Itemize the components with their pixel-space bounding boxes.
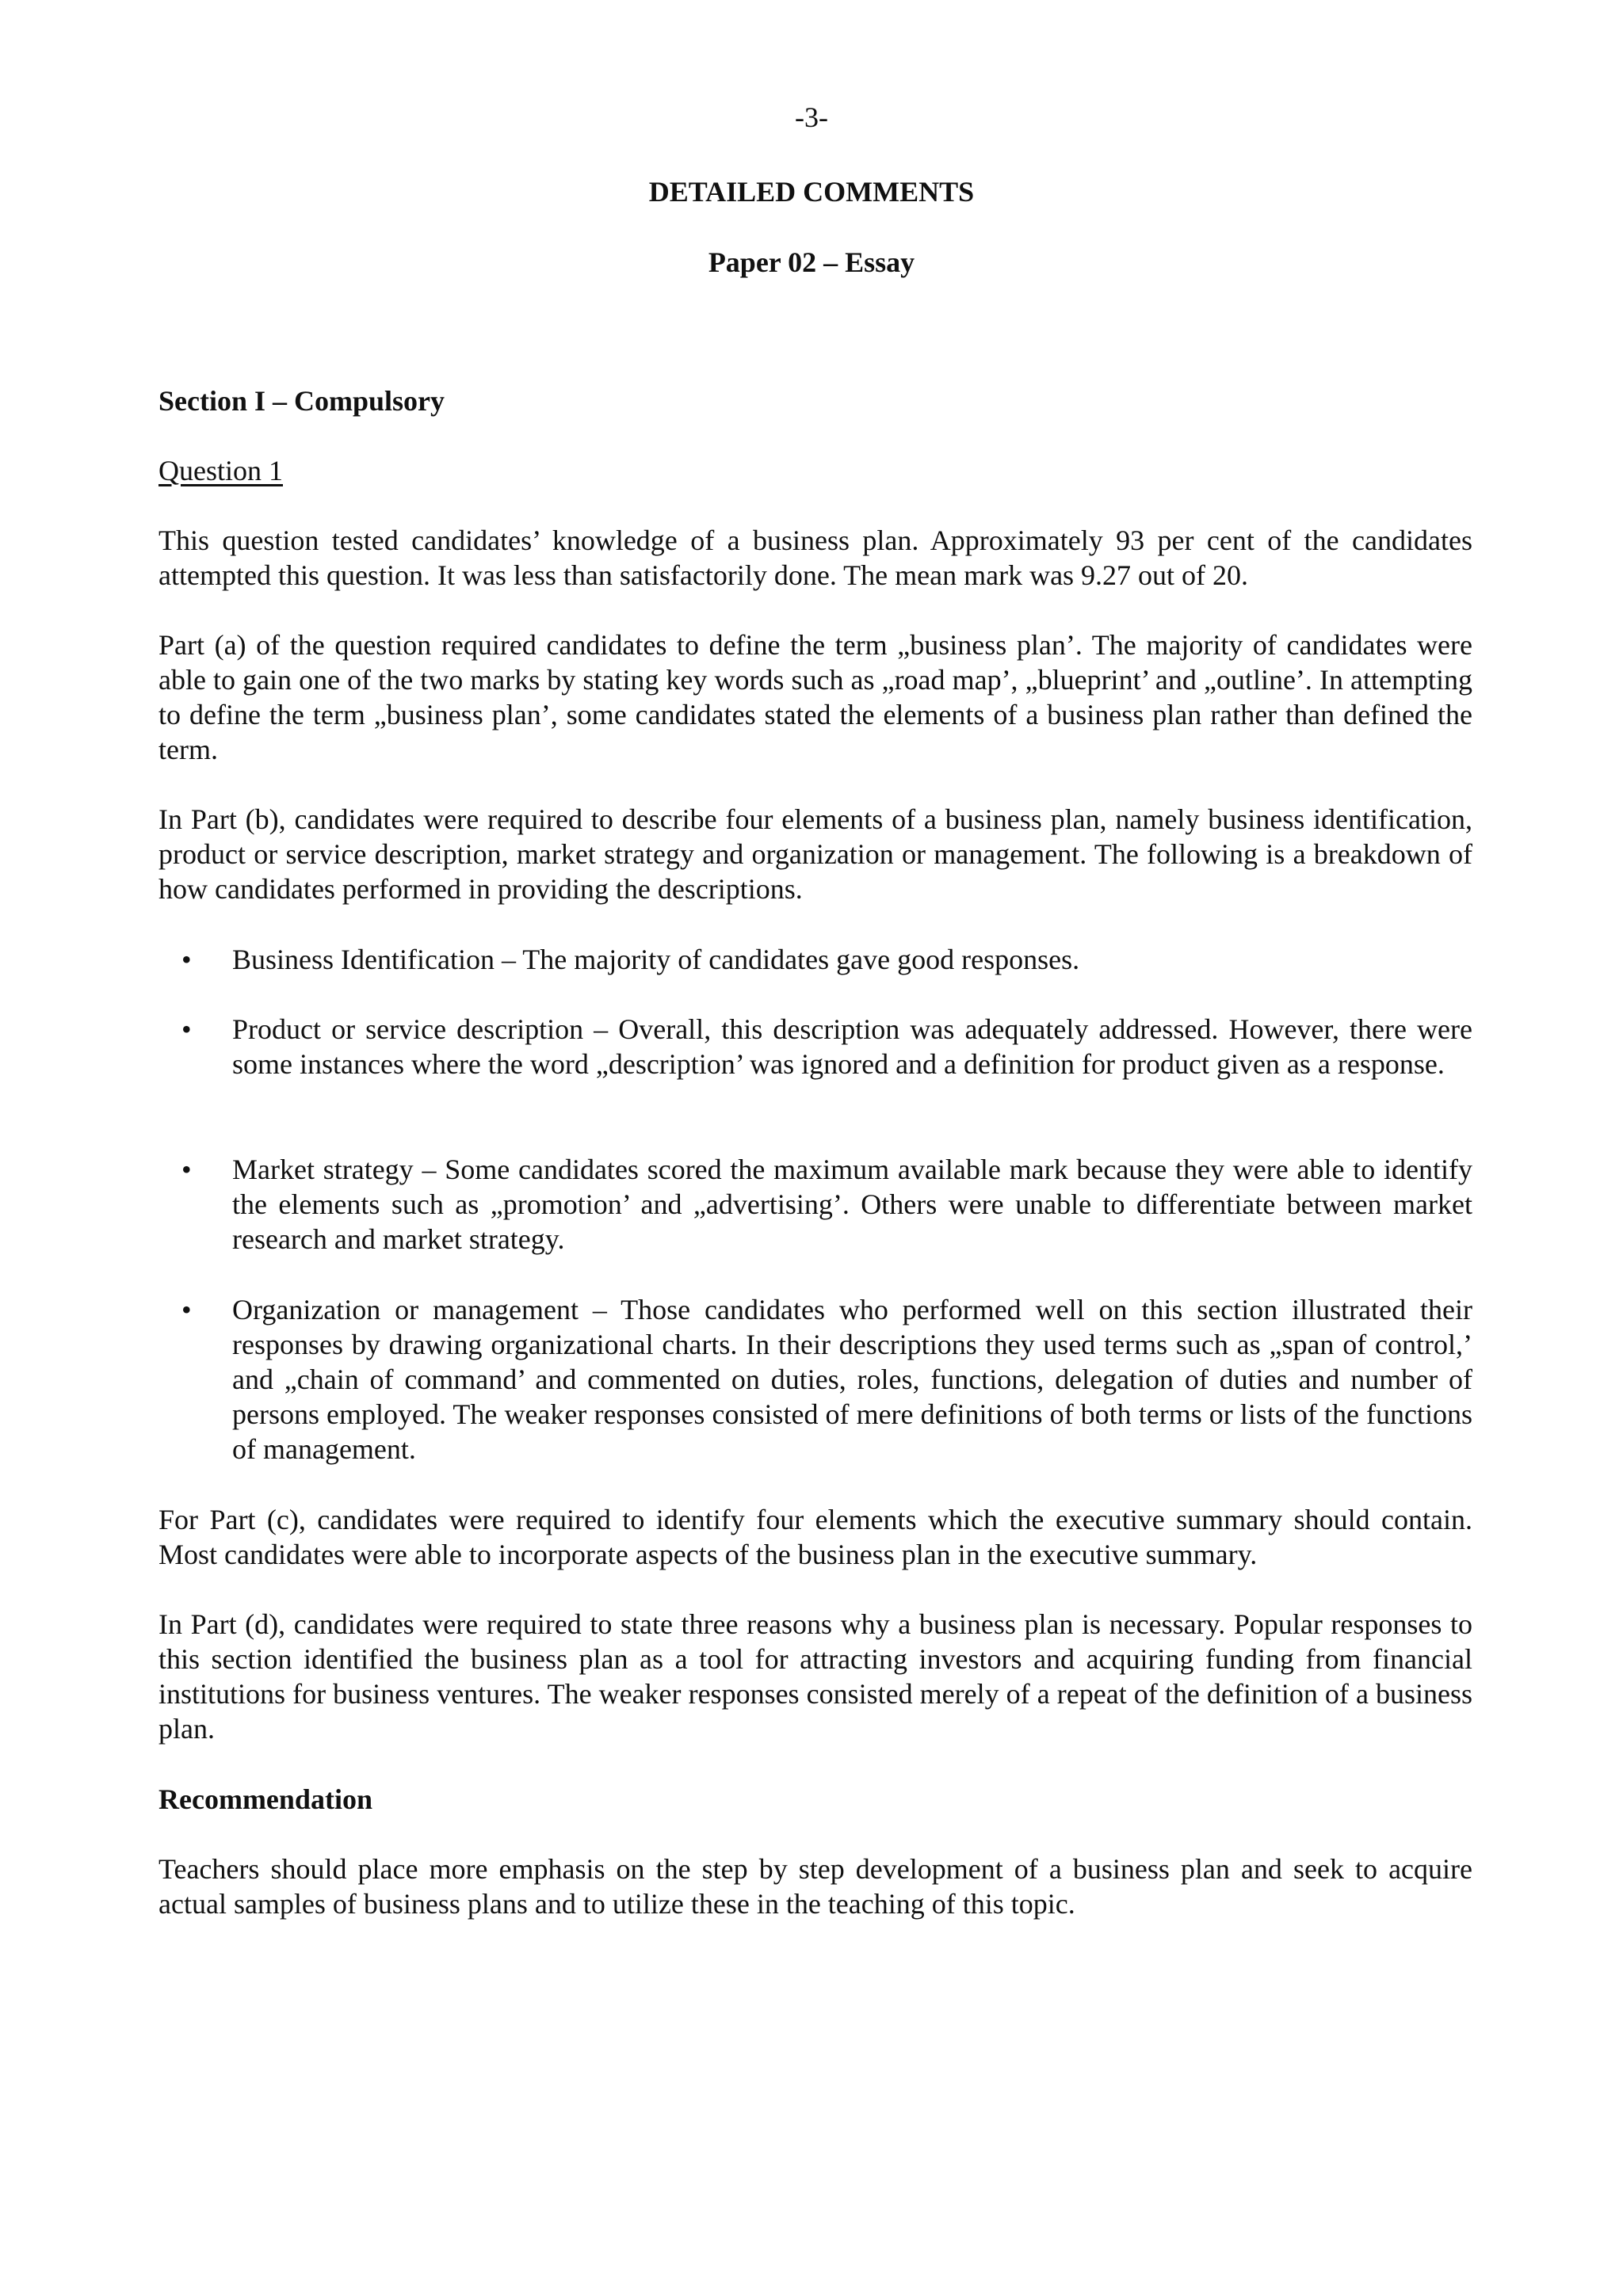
- bullet-marker: •: [181, 1154, 192, 1185]
- part-d-paragraph: In Part (d), candidates were required to state three reasons why a business plan is necessary. Popular responses to this section identified the business plan as a tool for attracting investors and acquiring funding from financial institutions for business ventures. The weaker responses consisted merely of a repeat of the definition of a business plan.: [158, 1608, 1472, 1745]
- bullet-marker: •: [181, 1294, 192, 1325]
- bullet-marker: •: [181, 944, 192, 975]
- intro-paragraph: This question tested candidates’ knowledge of a business plan. Approximately 93 per cent of the candidates attempted this question. It was less than satisfactorily done. The mean mark was 9.27 out of 20.: [158, 524, 1472, 591]
- bullet-item-market-strategy: Market strategy – Some candidates scored the maximum available mark because they were able to identify the elements such as „promotion’ and „advertising’. Others were unable to differentiate between market research and market strategy.: [232, 1154, 1472, 1255]
- page-number: -3-: [795, 101, 828, 133]
- page-subtitle: Paper 02 – Essay: [708, 246, 915, 278]
- part-b-paragraph: In Part (b), candidates were required to describe four elements of a business plan, namely business identification, product or service description, market strategy and organization or management. The following is a breakdown of how candidates performed in providing the descriptions.: [158, 803, 1472, 905]
- section-heading: Section I – Compulsory: [158, 385, 445, 417]
- bullet-item-organization-management: Organization or management – Those candidates who performed well on this section illustrated their responses by drawing organizational charts. In their descriptions they used terms such as „span of control,’ and „chain of command’ and commented on duties, roles, functions, delegation of duties and number of persons employed. The weaker responses consisted of mere definitions of both terms or lists of the functions of management.: [232, 1294, 1472, 1465]
- part-c-paragraph: For Part (c), candidates were required to identify four elements which the executive summary should contain. Most candidates were able to incorporate aspects of the business plan in the executive summary.: [158, 1504, 1472, 1570]
- bullet-item-product-description: Product or service description – Overall, this description was adequately addressed. However, there were some instances where the word „description’ was ignored and a definition for product given as a response.: [232, 1013, 1472, 1080]
- question-label: Question 1: [158, 455, 283, 486]
- recommendation-heading: Recommendation: [158, 1783, 372, 1815]
- bullet-marker: •: [181, 1013, 192, 1045]
- page-title: DETAILED COMMENTS: [648, 176, 975, 208]
- part-a-paragraph: Part (a) of the question required candidates to define the term „business plan’. The majority of candidates were able to gain one of the two marks by stating key words such as „road map’, „blueprint’ and „outline’. In attempting to define the term „business plan’, some candidates stated the elements of a business plan rather than defined the term.: [158, 629, 1472, 765]
- recommendation-paragraph: Teachers should place more emphasis on the step by step development of a business plan and seek to acquire actual samples of business plans and to utilize these in the teaching of this topic.: [158, 1853, 1472, 1920]
- bullet-item-business-identification: Business Identification – The majority of candidates gave good responses.: [232, 944, 1080, 975]
